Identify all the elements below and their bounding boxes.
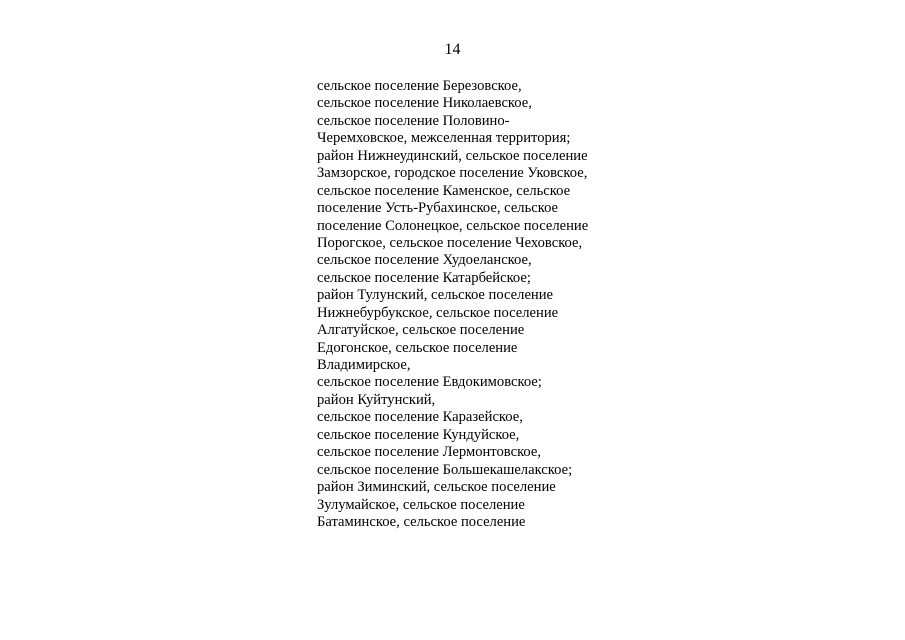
text-line: район Зиминский, сельское поселение [317,479,556,496]
text-line: Черемховское, межселенная территория; [317,130,571,147]
text-line: сельское поселение Березовское, [317,78,522,94]
text-line: поселение Солонецкое, сельское поселение [317,217,589,234]
text-line: Зулумайское, сельское поселение [317,496,525,513]
text-line: сельское поселение Худоеланское, [317,252,532,269]
text-line: сельское поселение Половино- [317,112,510,129]
text-line: сельское поселение Евдокимовское; [317,374,542,391]
text-line: Порогское, сельское поселение Чеховское, [317,234,583,251]
text-line: Батаминское, сельское поселение [317,513,526,530]
text-line: район Нижнеудинский, сельское поселение [317,147,588,164]
text-line: Замзорское, городское поселение Уковское, [317,165,588,182]
text-line: Алгатуйское, сельское поселение [317,322,525,339]
text-line: Владимирское, [317,357,411,373]
text-line: Нижнебурбукское, сельское поселение [317,304,559,321]
text-line: сельское поселение Лермонтовское, [317,444,542,461]
page-number: 14 [444,41,461,58]
text-line: сельское поселение Катарбейское; [317,269,531,286]
text-line: поселение Усть-Рубахинское, сельское [317,200,559,217]
text-line: сельское поселение Большекашелакское; [317,461,573,478]
text-line: сельское поселение Кундуйское, [317,426,520,443]
text-line: район Тулунский, сельское поселение [317,287,554,304]
text-line: сельское поселение Каменское, сельское [317,182,571,199]
text-line: сельское поселение Каразейское, [317,409,523,426]
text-line: Едогонское, сельское поселение [317,339,518,356]
document-text [317,78,617,531]
text-line: сельское поселение Николаевское, [317,95,532,112]
text-line: район Куйтунский, [317,391,436,408]
